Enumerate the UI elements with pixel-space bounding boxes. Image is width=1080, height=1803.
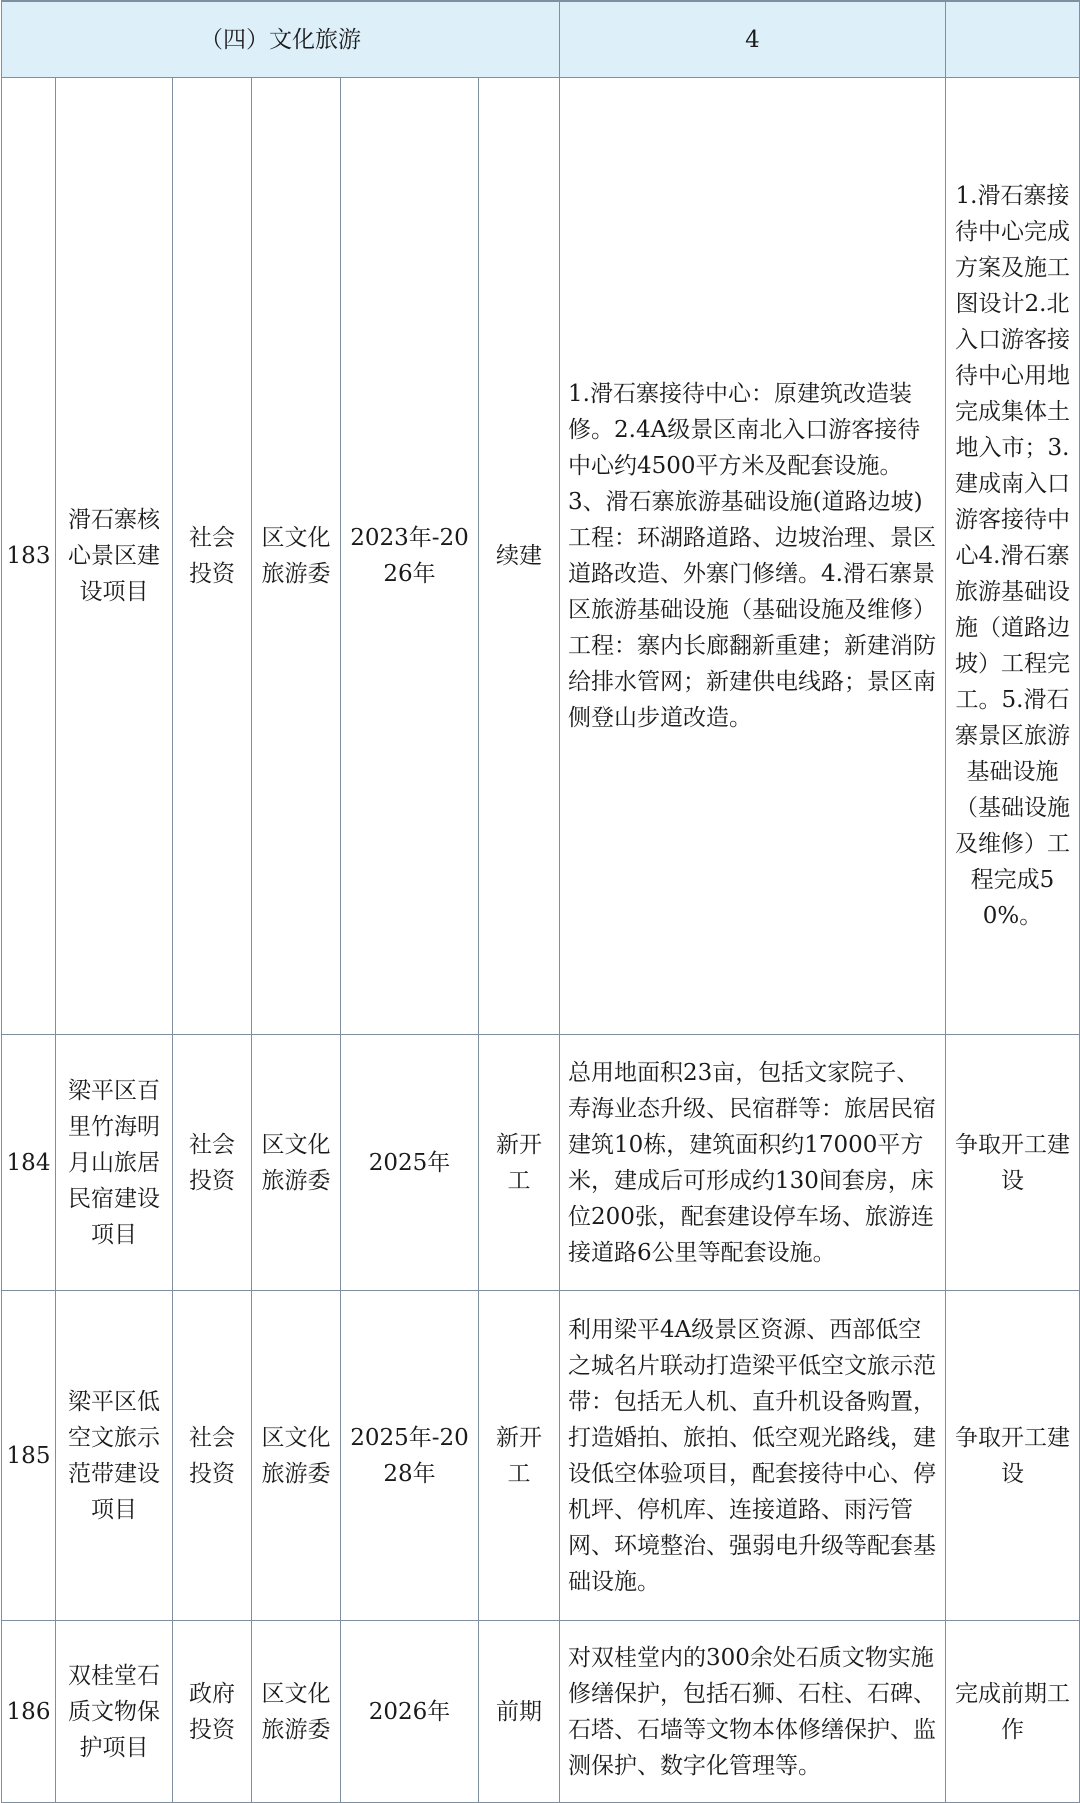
row-number: 184 [2, 1035, 56, 1291]
annual-target: 争取开工建设 [946, 1035, 1080, 1291]
row-number: 185 [2, 1291, 56, 1621]
section-count: 4 [560, 1, 946, 78]
section-empty-cell [946, 1, 1080, 78]
responsible-unit: 区文化旅游委 [252, 1621, 341, 1803]
construction-content: 利用梁平4A级景区资源、西部低空之城名片联动打造梁平低空文旅示范带：包括无人机、直升机设备购置，打造婚拍、旅拍、低空观光路线，建设低空体验项目，配套接待中心、停机坪、停机库、连接道路、雨污管网、环境整治、强弱电升级等配套基础设施。 [560, 1291, 946, 1621]
construction-period: 2026年 [341, 1621, 479, 1803]
row-number: 183 [2, 78, 56, 1035]
construction-period: 2025年-2028年 [341, 1291, 479, 1621]
table-row [2, 1291, 1080, 1621]
project-name: 滑石寨核心景区建设项目 [56, 78, 173, 1035]
table-row [2, 1035, 1080, 1291]
annual-target: 完成前期工作 [946, 1621, 1080, 1803]
section-header-row [2, 1, 1080, 78]
responsible-unit: 区文化旅游委 [252, 1035, 341, 1291]
project-name: 双桂堂石质文物保护项目 [56, 1621, 173, 1803]
project-table [1, 0, 1080, 1803]
project-nature: 新开工 [479, 1291, 560, 1621]
row-number: 186 [2, 1621, 56, 1803]
investment-type: 社会投资 [173, 1035, 252, 1291]
construction-period: 2023年-2026年 [341, 78, 479, 1035]
section-title: （四）文化旅游 [2, 1, 560, 78]
construction-content: 1.滑石寨接待中心：原建筑改造装修。2.4A级景区南北入口游客接待中心约4500平方米及配套设施。3、滑石寨旅游基础设施(道路边坡)工程：环湖路道路、边坡治理、景区道路改造、外寨门修缮。4.滑石寨景区旅游基础设施（基础设施及维修）工程：寨内长廊翻新重建；新建消防给排水管网；新建供电线路；景区南侧登山步道改造。 [560, 78, 946, 1035]
project-nature: 新开工 [479, 1035, 560, 1291]
construction-content: 对双桂堂内的300余处石质文物实施修缮保护，包括石狮、石柱、石碑、石塔、石墙等文物本体修缮保护、监测保护、数字化管理等。 [560, 1621, 946, 1803]
table-row [2, 78, 1080, 1035]
project-name: 梁平区低空文旅示范带建设项目 [56, 1291, 173, 1621]
responsible-unit: 区文化旅游委 [252, 1291, 341, 1621]
project-nature: 前期 [479, 1621, 560, 1803]
table-row [2, 1621, 1080, 1803]
investment-type: 政府投资 [173, 1621, 252, 1803]
responsible-unit: 区文化旅游委 [252, 78, 341, 1035]
investment-type: 社会投资 [173, 1291, 252, 1621]
project-nature: 续建 [479, 78, 560, 1035]
construction-period: 2025年 [341, 1035, 479, 1291]
investment-type: 社会投资 [173, 78, 252, 1035]
project-name: 梁平区百里竹海明月山旅居民宿建设项目 [56, 1035, 173, 1291]
annual-target: 1.滑石寨接待中心完成方案及施工图设计2.北入口游客接待中心用地完成集体土地入市；3.建成南入口游客接待中心4.滑石寨旅游基础设施（道路边坡）工程完工。5.滑石寨景区旅游基础设施（基础设施及维修）工程完成50%。 [946, 78, 1080, 1035]
annual-target: 争取开工建设 [946, 1291, 1080, 1621]
construction-content: 总用地面积23亩，包括文家院子、寿海业态升级、民宿群等：旅居民宿建筑10栋，建筑面积约17000平方米，建成后可形成约130间套房，床位200张，配套建设停车场、旅游连接道路6公里等配套设施。 [560, 1035, 946, 1291]
